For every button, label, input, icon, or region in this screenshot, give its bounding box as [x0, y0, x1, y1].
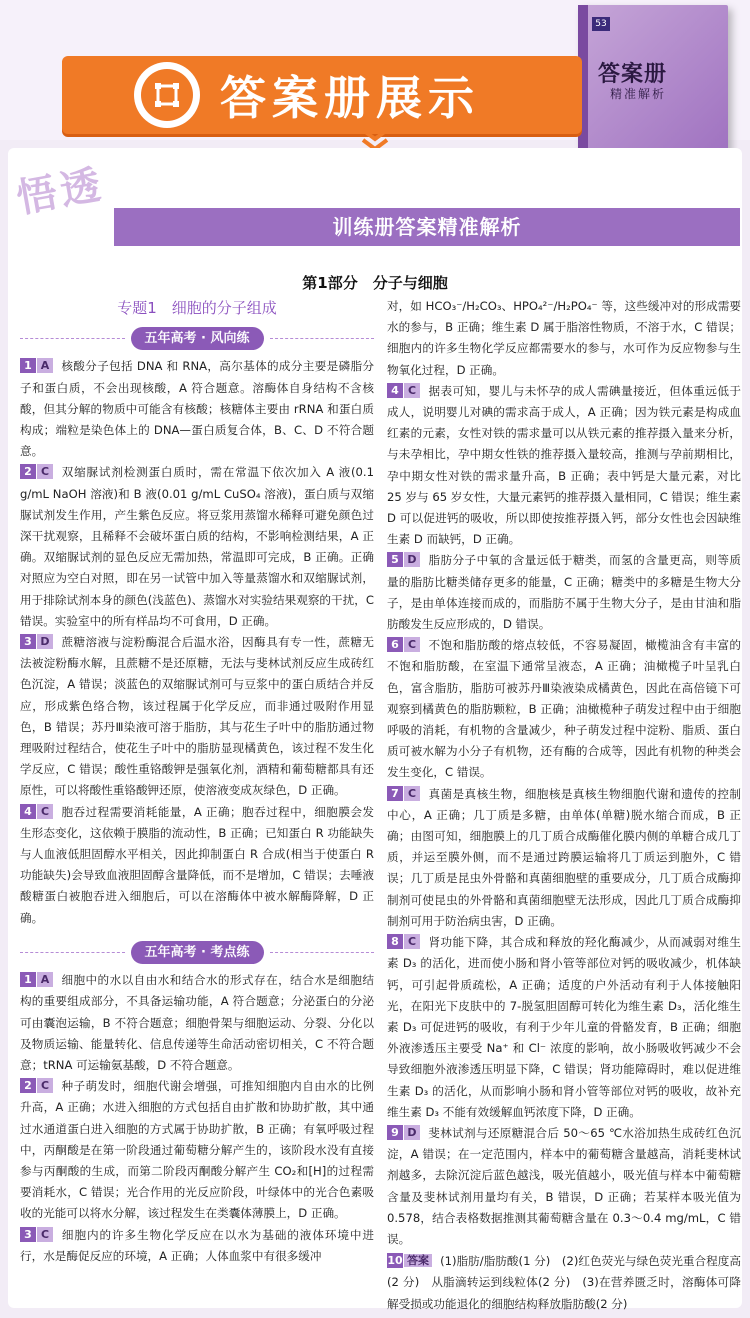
part-title: 第1部分 分子与细胞 — [302, 274, 448, 292]
headline: 训练册答案精准解析 — [332, 215, 522, 239]
answer-item: 3 D 蔗糖溶液与淀粉酶混合后温水浴，因酶具有专一性，蔗糖无法被淀粉酶水解，且蔗糖不是还原糖，无法与斐林试剂反应生成砖红色沉淀，A 错误；淡蓝色的双缩脲试剂可与豆浆中的蛋白质结合并反应，形成紫色络合物，该过程属于化学反应，而非通过吸附作用显色，B 错误；苏丹Ⅲ染液可溶于脂肪，其与花生子叶中的脂肪通过物理吸附过程结合，使花生子叶中的脂肪显现橘黄色，该过程不发生化学反应，C 错误；酸性重铬酸钾是强氧化剂，酒精和葡萄糖都具有还原性，可以将酸性重铬酸钾还原，使溶液变成灰绿色，D 正确。 — [20, 635, 374, 798]
answer-continuation: 对，如 HCO₃⁻/H₂CO₃、HPO₄²⁻/H₂PO₄⁻ 等，这些缓冲对的形成需要水的参与，B 正确；维生素 D 属于脂溶性物质，不溶于水，C 错误；细胞内的许多生物化学反应都需要水的参与，水可作为反应物参与生物氧化过程，D 正确。 — [387, 299, 741, 377]
answer-item: 2 C 种子萌发时，细胞代谢会增强，可推知细胞内自由水的比例升高，A 正确；水进入细胞的方式包括自由扩散和协助扩散，其中通过水通道蛋白进入细胞的方式属于协助扩散，B 正确；有氧呼吸过程中，丙酮酸是在第一阶段通过葡萄糖分解产生的，该阶段水没有直接参与丙酮酸的生成，而第二阶段丙酮酸分解产生 CO₂和[H]的过程需要消耗水，C 错误；光合作用的光反应阶段，叶绿体中的光合色素吸收的光能可以将水分解，该过程发生在类囊体薄膜上，D 正确。 — [20, 1079, 374, 1221]
answer-item: 4 C 据表可知，婴儿与未怀孕的成人需碘量接近，但体重远低于成人，说明婴儿对碘的需求高于成人，A 正确；因为铁元素是构成血红素的元素，女性对铁的需求量可以从铁元素的推荐摄入量来分析，与未孕相比，孕中期女性铁的推荐摄入量较高，推测与孕前期相比，孕中期女性对铁的需求量升高，B 正确；表中钙是大量元素，对比 25 岁与 65 岁女性，大量元素钙的推荐摄入量相同，C 错误；维生素 D 可以促进钙的吸收，所以即使按推荐摄入钙，部分女性也会因缺维生素 D 而缺钙，D 正确。 — [387, 383, 741, 547]
book-subtitle: 精准解析 — [610, 87, 667, 101]
answer-item: 10 答案 (1)脂肪/脂肪酸(1 分) (2)红色荧光与绿色荧光重合程度高(2 分) 从脂滴转运到线粒体(2 分) (3)在营养匮乏时，溶酶体可降解受损或功能退化的细胞结构释放脂肪酸(2 分) — [387, 1254, 741, 1311]
section-label: 五年高考 · 考点练 — [131, 941, 264, 964]
decor-text: 悟透 — [13, 160, 108, 223]
answer-item: 4 C 胞吞过程需要消耗能量，A 正确；胞吞过程中，细胞膜会发生形态变化，这依赖于膜脂的流动性，B 正确；已知蛋白 R 功能缺失与人血液低胆固醇水平相关，因此抑制蛋白 R 合成(相当于使蛋白 R 功能缺失)会导致血液胆固醇含量降低，而不是增加，C 错误；去唾液酸糖蛋白被胞吞进入细胞后，可以在溶酶体中被水解酶降解，D 正确。 — [20, 804, 374, 925]
section-tag — [20, 941, 374, 964]
banner-title: 答案册展示 — [220, 71, 480, 125]
answer-item: 9 D 斐林试剂与还原糖混合后 50～65 ℃水浴加热生成砖红色沉淀，A 错误；在一定范围内，样本中的葡萄糖含量越高，消耗斐林试剂越多，去除沉淀后蓝色越浅，吸光值越小，吸光值与样本中葡萄糖含量及斐林试剂用量均有关，B 错误，D 正确；若某样本吸光值为 0.578，结合表格数据推测其葡萄糖含量在 0.3～0.4 mg/mL，C 错误。 — [387, 1125, 741, 1246]
answer-item: 3 C 细胞内的许多生物化学反应在以水为基础的液体环境中进行，水是酶促反应的环境，A 正确；人体血浆中有很多缓冲 — [20, 1227, 374, 1263]
left-column — [20, 296, 374, 1267]
book-logo: 53 — [592, 17, 610, 31]
answer-item: 5 D 脂肪分子中氧的含量远低于糖类，而氢的含量更高，则等质量的脂肪比糖类储存更多的能量，C 正确；糖类中的多糖是生物大分子，是由单体连接而成的，而脂肪不属于生物大分子，是由甘油和脂肪酸发生反应形成的，D 错误。 — [387, 553, 741, 632]
answer-item: 1 A 核酸分子包括 DNA 和 RNA，高尔基体的成分主要是磷脂分子和蛋白质，不会出现核酸，A 符合题意。溶酶体自身结构不含核酸，但其分解的物质中可能含有核酸；核糖体主要由 rRNA 和蛋白质构成；端粒是染色体上的 DNA—蛋白质复合体，B、C、D 不符合题意。 — [20, 359, 374, 459]
section-tag — [20, 327, 374, 350]
answer-item: 8 C 肾功能下降，其合成和释放的羟化酶减少，从而减弱对维生素 D₃ 的活化，进而使小肠和肾小管等部位对钙的吸收减少，机体缺钙，可引起骨质疏松，A 正确；适度的户外活动有利于人体接触阳光，在阳光下皮肤中的 7-脱氢胆固醇可转化为维生素 D₃，活化维生素 D₃ 可促进钙的吸收，有利于少年儿童的骨骼发育，B 正确；细胞外液渗透压主要受 Na⁺ 和 Cl⁻ 浓度的影响，故小肠吸收钙减少不会导致细胞外液渗透压明显下降，C 错误；肾功能障碍时，难以促进维生素 D₃ 的活化，从而影响小肠和肾小管等部位对钙的吸收，故补充维生素 D₃ 不能有效缓解血钙浓度下降，D 正确。 — [387, 935, 741, 1119]
section-label: 五年高考 · 风向练 — [131, 327, 264, 350]
right-column — [387, 296, 741, 1315]
banner-emblem-icon — [134, 62, 200, 128]
book-title: 答案册 — [598, 62, 668, 87]
title-banner — [62, 56, 582, 134]
topic-title: 专题1 细胞的分子组成 — [117, 299, 277, 317]
answer-item: 7 C 真菌是真核生物，细胞核是真核生物细胞代谢和遗传的控制中心，A 正确；几丁质是多糖，由单体(单糖)脱水缩合而成，B 正确；由图可知，细胞膜上的几丁质合成酶催化膜内侧的单糖合成几丁质，并运至膜外侧，而不是通过跨膜运输将几丁质运到胞外，C 错误；几丁质是昆虫外骨骼和真菌细胞壁的重要成分，几丁质合成酶抑制剂可使昆虫的外骨骼和真菌细胞壁无法形成，因此几丁质合成酶抑制剂可用于防治病虫害，D 正确。 — [387, 786, 741, 928]
answer-item: 1 A 细胞中的水以自由水和结合水的形式存在，结合水是细胞结构的重要组成部分，不具备运输功能，A 符合题意；分泌蛋白的分泌可由囊泡运输，B 不符合题意；细胞骨架与细胞运动、分裂、分化以及物质运输、能量转化、信息传递等生命活动密切相关，C 不符合题意；tRNA 可运输氨基酸，D 不符合题意。 — [20, 973, 374, 1072]
answer-item: 6 C 不饱和脂肪酸的熔点较低，不容易凝固，橄榄油含有丰富的不饱和脂肪酸，在室温下通常呈液态，A 正确；油橄榄子叶呈乳白色，富含脂肪，脂肪可被苏丹Ⅲ染液染成橘黄色，因此在高倍镜下可观察到橘黄色的脂肪颗粒，B 正确；油橄榄种子萌发过程中由于细胞呼吸的消耗，有机物的含量减少，种子萌发过程中淀粉、脂质、蛋白质可被水解为小分子有机物，还有酶的合成等，因此有机物的种类会发生变化，C 错误。 — [387, 638, 741, 780]
answer-item: 2 C 双缩脲试剂检测蛋白质时，需在常温下依次加入 A 液(0.1 g/mL NaOH 溶液)和 B 液(0.01 g/mL CuSO₄ 溶液)，蛋白质与双缩脲试剂发生作用，产生紫色反应。将豆浆用蒸馏水稀释可避免颜色过深干扰观察，且稀释不会破坏蛋白质的结构，不影响检测结果，A 正确。双缩脲试剂的显色反应无需加热，常温即可完成，B 正确。正确对照应为空白对照，即在另一试管中加入等量蒸馏水和双缩脲试剂，用于排除试剂本身的颜色(浅蓝色)、蒸馏水对实验结果观察的干扰，C 错误。实验室中的所有样品均不可食用，D 正确。 — [20, 465, 374, 628]
